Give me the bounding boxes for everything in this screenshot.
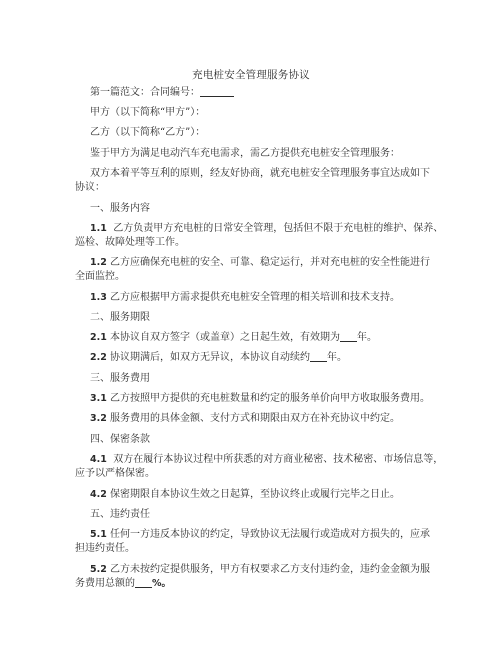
clause-2-2 <box>90 350 446 365</box>
clause-1-3 <box>90 290 446 305</box>
clause-text: 乙方按照甲方提供的充电桩数量和约定的服务单价向甲方收取服务费用。 <box>110 393 431 404</box>
clause-text: 务费用总额的 <box>75 578 135 589</box>
clause-number: 5.1 <box>90 529 107 540</box>
principle-paragraph-line1: 双方本着平等互利的原则，经友好协商，就充电桩安全管理服务事宜达成如下 <box>90 168 430 179</box>
party-a-line: 甲方（以下简称“甲方”）： <box>90 107 206 118</box>
clause-5-1-line2: 担违约责任。 <box>75 543 135 554</box>
clause-text: 乙方负责甲方充电桩的日常安全管理，包括但不限于充电桩的维护、保养、 <box>113 223 444 234</box>
clause-3-2 <box>90 411 446 426</box>
penalty-percent-blank[interactable] <box>135 577 152 588</box>
term-years-blank[interactable] <box>340 331 357 342</box>
clause-text: 双方在履行本协议过程中所获悉的对方商业秘密、技术秘密、市场信息等， <box>113 454 444 465</box>
contract-number-label: 第一篇范文：合同编号： <box>90 87 200 98</box>
clause-text: 乙方未按约定提供服务，甲方有权要求乙方支付违约金，违约金金额为服 <box>110 564 431 575</box>
clause-number: 2.1 <box>90 332 107 343</box>
clause-text-suffix: 年。 <box>327 352 348 363</box>
clause-number: 4.1 <box>90 454 107 465</box>
clause-number: 1.2 <box>90 257 107 268</box>
clause-number: 4.2 <box>90 489 107 500</box>
clause-number: 2.2 <box>90 352 107 363</box>
clause-text: 任何一方违反本协议的约定，导致协议无法履行或造成对方损失的，应承 <box>110 529 431 540</box>
clause-1-1-line2: 巡检、故障处理等工作。 <box>75 237 185 248</box>
clause-5-1-line1 <box>90 527 446 542</box>
clause-5-2-line2 <box>75 576 431 591</box>
renewal-years-blank[interactable] <box>310 351 327 362</box>
clause-3-1 <box>90 391 446 406</box>
background-paragraph: 鉴于甲方为满足电动汽车充电需求，需乙方提供充电桩安全管理服务： <box>90 148 400 159</box>
section-heading: 二、服务期限 <box>90 312 150 323</box>
clause-text: 乙方应确保充电桩的安全、可靠、稳定运行，并对充电桩的安全性能进行 <box>110 257 431 268</box>
clause-number: 1.1 <box>90 223 107 234</box>
clause-number: 1.3 <box>90 292 107 303</box>
principle-paragraph-line2: 协议： <box>75 182 105 193</box>
party-b-line: 乙方（以下简称“乙方”）： <box>90 127 206 138</box>
clause-text-suffix: 年。 <box>357 332 378 343</box>
section-heading: 一、服务内容 <box>90 203 150 214</box>
section-heading: 四、保密条款 <box>90 434 150 445</box>
contract-number-line <box>90 85 446 100</box>
clause-4-2 <box>90 487 446 502</box>
clause-1-2-line2: 全面监控。 <box>75 271 125 282</box>
clause-2-1 <box>90 330 446 345</box>
clause-text: 乙方应根据甲方需求提供充电桩安全管理的相关培训和技术支持。 <box>110 292 401 303</box>
section-heading: 三、服务费用 <box>90 373 150 384</box>
clause-5-2-line1 <box>90 562 446 577</box>
section-heading: 五、违约责任 <box>90 509 150 520</box>
clause-1-2-line1 <box>90 255 446 270</box>
clause-text: 保密期限自本协议生效之日起算，至协议终止或履行完毕之日止。 <box>110 489 401 500</box>
contract-number-blank[interactable] <box>200 86 234 97</box>
clause-number: 3.1 <box>90 393 107 404</box>
clause-1-1-line1 <box>90 221 446 236</box>
clause-4-1-line2: 应予以严格保密。 <box>75 468 155 479</box>
clause-text: 协议期满后，如双方无异议，本协议自动续约 <box>110 352 311 363</box>
document-title: 充电桩安全管理服务协议 <box>192 69 310 81</box>
clause-4-1-line1 <box>90 452 446 467</box>
clause-text-suffix: %。 <box>152 578 172 589</box>
clause-number: 3.2 <box>90 413 107 424</box>
clause-text: 服务费用的具体金额、支付方式和期限由双方在补充协议中约定。 <box>110 413 401 424</box>
clause-text: 本协议自双方签字（或盖章）之日起生效，有效期为 <box>110 332 341 343</box>
clause-number: 5.2 <box>90 564 107 575</box>
